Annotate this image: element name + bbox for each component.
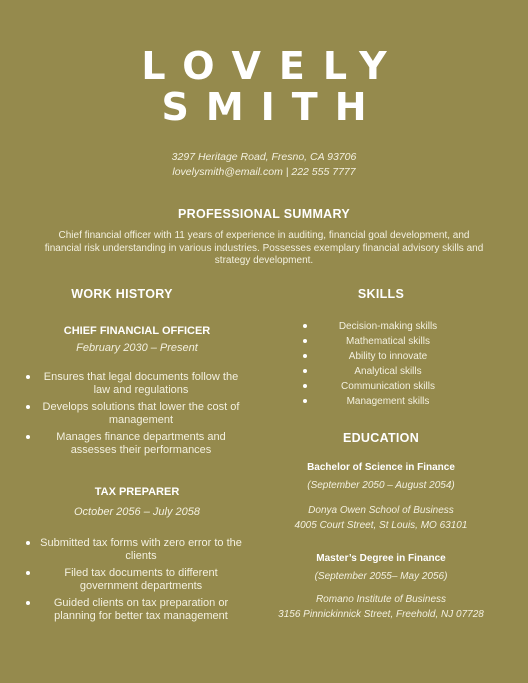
summary-heading: PROFESSIONAL SUMMARY [178, 207, 350, 221]
list-item: Management skills [298, 394, 478, 409]
list-item: Submitted tax forms with zero error to the clients [22, 537, 244, 563]
list-item: Develops solutions that lower the cost of management [22, 401, 244, 427]
school-address: 3156 Pinnickinnick Street, Freehold, NJ 07728 [278, 609, 484, 620]
list-item: Mathematical skills [298, 334, 478, 349]
job-bullet-list [22, 537, 244, 627]
list-item: Communication skills [298, 379, 478, 394]
list-item: Guided clients on tax preparation or planning for better tax management [22, 597, 244, 623]
job-title: CHIEF FINANCIAL OFFICER [63, 325, 211, 337]
work-history-heading: WORK HISTORY [71, 287, 173, 301]
degree-title: Bachelor of Science in Finance [307, 462, 455, 473]
skills-heading: SKILLS [357, 287, 405, 301]
job-bullet-list [22, 371, 244, 461]
list-item: Analytical skills [298, 364, 478, 379]
school-name: Donya Owen School of Business [308, 505, 454, 516]
list-item: Ensures that legal documents follow the law and regulations [22, 371, 244, 397]
skills-list [298, 319, 478, 409]
last-name: SMITH [161, 85, 384, 129]
degree-dates: (September 2050 – August 2054) [307, 480, 455, 491]
school-address: 4005 Court Street, St Louis, MO 63101 [294, 520, 468, 531]
list-item: Decision-making skills [298, 319, 478, 334]
job-dates: February 2030 – Present [76, 342, 198, 354]
summary-text: Chief financial officer with 11 years of experience in auditing, financial goal development, and financial risk understanding in various industries. Possesses exemplary financial advisory skills and strategy development. [44, 230, 484, 266]
job-title: TAX PREPARER [94, 486, 180, 498]
list-item: Manages finance departments and assesses their performances [22, 431, 244, 457]
address: 3297 Heritage Road, Fresno, CA 93706 [171, 151, 357, 163]
degree-title: Master’s Degree in Finance [316, 553, 446, 564]
education-heading: EDUCATION [342, 431, 420, 445]
list-item: Filed tax documents to different government departments [22, 567, 244, 593]
list-item: Ability to innovate [298, 349, 478, 364]
first-name: LOVELY [141, 44, 405, 88]
degree-dates: (September 2055– May 2056) [314, 571, 448, 582]
school-name: Romano Institute of Business [315, 594, 447, 605]
contact-line: lovelysmith@email.com | 222 555 7777 [172, 166, 356, 178]
job-dates: October 2056 – July 2058 [74, 506, 200, 518]
